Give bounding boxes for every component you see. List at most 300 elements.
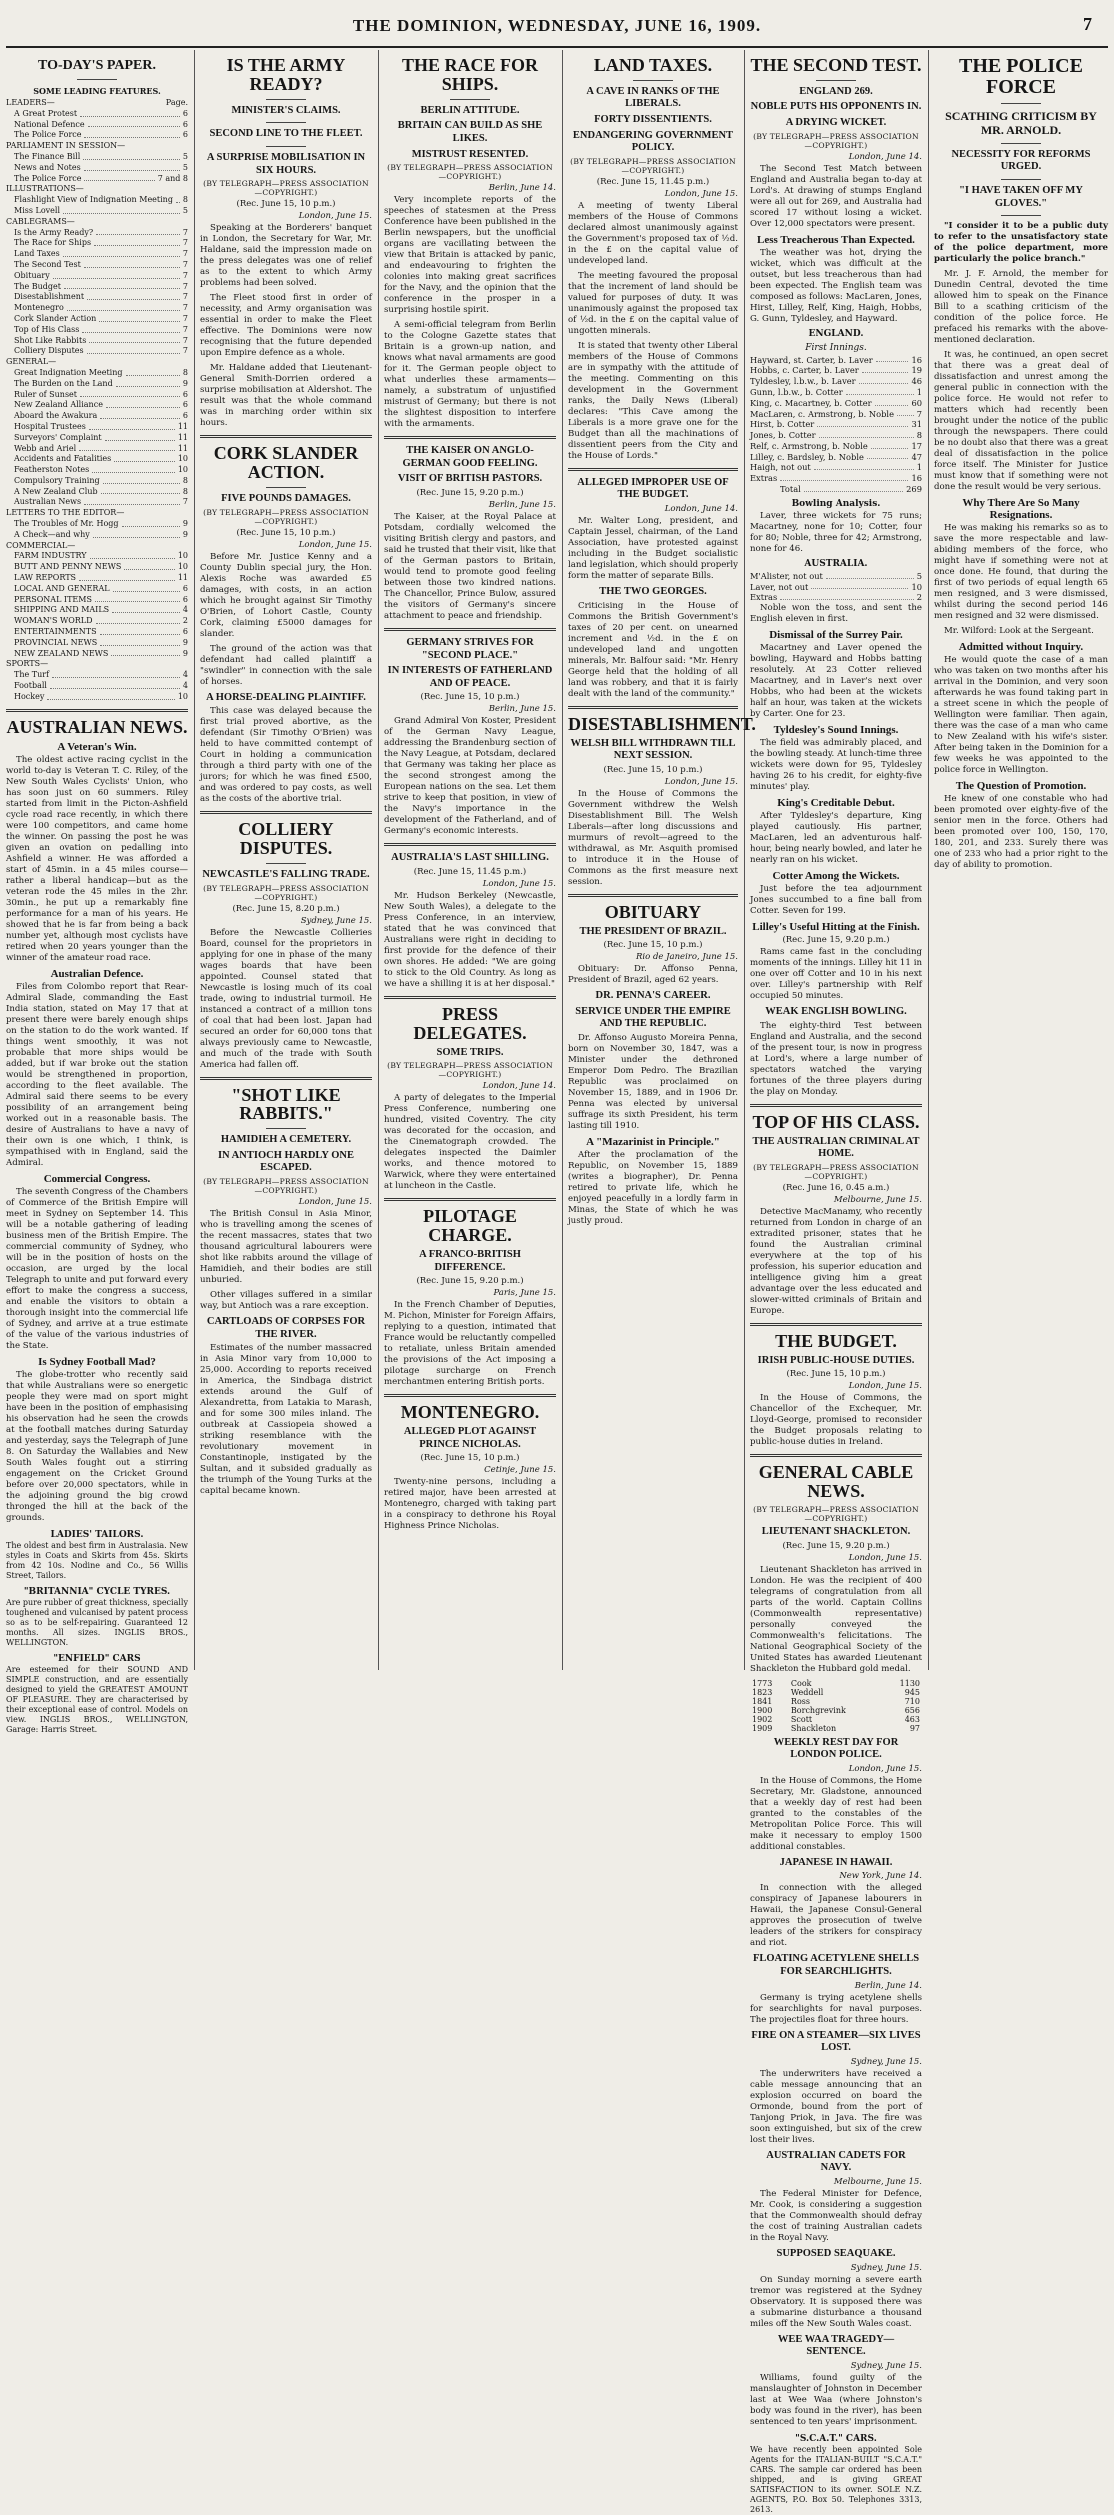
toc-item-label: The Budget — [14, 281, 61, 291]
batsman-runs: 17 — [911, 440, 922, 451]
ad-body: We have recently been appointed Sole Agents for the ITALIAN-BUILT "S.C.A.T." CARS. The sample car ordered has been shipped, and is giving GREAT SATISFACTION to its owner. SOLE N.Z. AGENTS, P.O. Box 50. Telephones 3313, 2613. — [750, 2445, 922, 2515]
wee-waa-body: Williams, found guilty of the manslaughter of Johnston in December last at Wee Waa (where Johnston's body was found in the river), has been sentenced to ten years' imprisonment. — [750, 2372, 922, 2427]
received-time: (Rec. June 15, 10 p.m.) — [786, 1369, 886, 1380]
scorecard-row — [750, 582, 922, 593]
toc-item — [6, 497, 188, 508]
toc-group-page-label: Page. — [165, 98, 188, 107]
japanese-hawaii-title: JAPANESE IN HAWAII. — [779, 1856, 893, 1868]
batsman-runs: 7 — [916, 408, 922, 419]
batsman-name: Relf, c. Armstrong, b. Noble — [750, 440, 868, 451]
table-row — [750, 1679, 922, 1688]
column-3 — [378, 50, 562, 1670]
alleged-title: ALLEGED IMPROPER USE OF THE BUDGET. — [577, 476, 729, 501]
batsman-runs: 60 — [911, 397, 922, 408]
general-cable-title: GENERAL CABLE NEWS. — [758, 1462, 914, 1502]
disestablishment-body: In the House of Commons the Government withdrew the Welsh Disestablishment Bill. The Welsh Liberals—after long discussions and murmurs of revolt—agreed to the withdrawal, as Mr. Asquith promised to introduce it in the House of Commons as the first measure next session. — [568, 788, 738, 887]
batsman-name: Haigh, not out — [750, 462, 811, 473]
toc-item-page: 10 — [177, 562, 188, 572]
toc-group-heading — [6, 98, 188, 109]
toc-item-page: 6 — [182, 389, 188, 399]
dateline: London, June 14. — [482, 1081, 556, 1092]
toc-group-heading — [6, 659, 188, 670]
toc-subtitle: SOME LEADING FEATURES. — [33, 86, 161, 96]
toc-title: TO-DAY'S PAPER. — [38, 58, 156, 73]
divider — [266, 99, 306, 100]
toc-group-label: CABLEGRAMS— — [6, 216, 75, 226]
second-test-body: Macartney and Laver opened the bowling, Hayward and Hobbs batting resolutely. At 23 Cotter relieved Macartney, and in Laver's next over Hobbs, who had been at the wickets half an hour, was taken at the wickets by Carter. One for 23. — [750, 643, 922, 720]
toc-item — [6, 433, 188, 444]
top-of-class-subtitle: THE AUSTRALIAN CRIMINAL AT HOME. — [752, 1135, 920, 1160]
table-cell: 97 — [909, 1723, 920, 1733]
toc-item-label: The Police Force — [14, 130, 82, 140]
scorecard-row — [750, 441, 922, 452]
toc-item-page: 9 — [182, 648, 188, 658]
police-subtitle-2: NECESSITY FOR REFORMS URGED. — [951, 148, 1091, 173]
toc-group-label: GENERAL— — [6, 357, 57, 367]
cadets-body: The Federal Minister for Defence, Mr. Cook, is considering a suggestion that the Commonwealth should defray the cost of training Australian cadets in the Royal Navy. — [750, 2189, 922, 2244]
toc-group-heading — [6, 541, 188, 552]
batsman-name: King, c. Macartney, b. Cotter — [750, 397, 872, 408]
column-6 — [928, 50, 1114, 1670]
shackleton-table — [750, 1679, 922, 1733]
divider — [200, 1077, 372, 1080]
veteran-body: The oldest active racing cyclist in the world to-day is Veteran T. C. Riley, of the New South Wales Cyclists' Union, who has soon just on 60 summers. Riley started from limit in the Picton-Ashfield cycle road race recently, in which there were 100 competitors, and came home the winner. On passing the post he was given an ovation on pedalling into Ashfield a winner. He was afforded a start of 45min. in a 45 miles course—rather a liberal handicap—but as the veteran rode the 45 miles in the 2hr. 30min., he put up a remarkably fine performance for a man of his years. He showed that he is far from being a back number yet, although most cyclists have retired when 20 years younger than the winner of the amateur road race. — [6, 754, 188, 963]
toc-item-page: 7 — [182, 259, 188, 269]
toc-item-page: 9 — [182, 378, 188, 388]
land-taxes-body: The meeting favoured the proposal that the increment of land should be valued for purposes of duty. It was unanimously against the proposed tax of ½d. in the £ on the capital value of ungotten minerals. — [568, 270, 738, 336]
army-subtitle: MINISTER'S CLAIMS. — [231, 104, 341, 116]
table-cell: Weddell — [790, 1687, 824, 1697]
toc-group-heading — [6, 141, 188, 152]
floating-shells-title: FLOATING ACETYLENE SHELLS FOR SEARCHLIGHTS. — [752, 1953, 920, 1978]
toc-item-page: 7 — [182, 238, 188, 248]
batsman-runs: 5 — [916, 570, 922, 581]
dateline: London, June 14. — [664, 504, 738, 515]
commerce-body: The seventh Congress of the Chambers of Commerce of the British Empire will meet in Sydney on September 14. This will be a notable gathering of leading business men of the British Empire. The commercial community of Sydney, who will be in the position of hosts on the occasion, are urged by the local Telegraph to unite and put forward every effort to make the congress a success, and enable the visitors to obtain a thorough insight into the commercial life of Sydney, and arrive at a true estimate of the value of the various industries of the State. — [6, 1186, 188, 1351]
toc-item-page: 4 — [182, 681, 188, 691]
column-4 — [562, 50, 756, 1670]
police-body: Mr. Wilford: Look at the Sergeant. — [944, 626, 1094, 637]
batsman-runs: 19 — [911, 365, 922, 376]
weekly-rest-title: WEEKLY REST DAY FOR LONDON POLICE. — [773, 1736, 899, 1761]
floating-shells-body: Germany is trying acetylene shells for searchlights for naval purposes. The projectiles float for three hours. — [750, 1992, 922, 2025]
batsman-name: Laver, not out — [750, 581, 809, 592]
toc-item — [6, 681, 188, 692]
divider — [266, 487, 306, 488]
received-time: (Rec. June 15, 10 p.m.) — [603, 940, 703, 951]
toc-item — [6, 228, 188, 239]
ad-body: The oldest and best firm in Australasia. New styles in Coats and Skirts from 45s. Skirts from 42 10s. Nodine and Co., 56 Willis Street, Tailors. — [6, 1540, 188, 1580]
toc-item-page: 9 — [182, 637, 188, 647]
alleged-body: Mr. Walter Long, president, and Captain Jessel, chairman, of the Land Association, have protested against including in the Budget socialistic land legislation, which should properly form the matter of separate Bills. — [568, 516, 738, 582]
toc-item-page: 7 — [182, 497, 188, 507]
batsman-runs: 1 — [916, 462, 922, 473]
toc-item — [6, 573, 188, 584]
toc-item-label: The Finance Bill — [14, 151, 81, 161]
toc-item-page: 10 — [177, 465, 188, 475]
toc-item-label: LAW REPORTS — [14, 573, 77, 583]
police-subtitle-3: "I HAVE TAKEN OFF MY GLOVES." — [959, 184, 1083, 209]
batsman-runs: 1 — [916, 387, 922, 398]
divider — [1001, 143, 1041, 144]
seaquake-title: SUPPOSED SEAQUAKE. — [776, 2248, 896, 2260]
ships-subtitle-2: BRITAIN CAN BUILD AS SHE LIKES. — [397, 120, 543, 144]
scorecard-total-runs: 269 — [906, 484, 922, 495]
batsman-runs: 16 — [911, 473, 922, 484]
toc-item-label: PROVINCIAL NEWS — [14, 637, 98, 647]
toc-item — [6, 551, 188, 562]
obituary-body: Dr. Affonso Augusto Moreira Penna, born on November 30, 1847, was a Minister under the dethroned Emperor Dom Pedro. The Brazilian Republic was proclaimed on November 15, 1889, and in 1906 Dr. Penna was elected by universal suffrage its sixth President, his term lasting till 1910. — [568, 1032, 738, 1131]
batsman-name: MacLaren, c. Armstrong, b. Noble — [750, 408, 894, 419]
toc-item-page: 6 — [182, 627, 188, 637]
disestablishment-subtitle: WELSH BILL WITHDRAWN TILL NEXT SESSION. — [570, 737, 736, 762]
toc-item-label: Cork Slander Action — [14, 313, 97, 323]
pastors-body: The Kaiser, at the Royal Palace at Potsdam, cordially welcomed the visiting British clergy and pastors, and said he trusted that their visit, like that of the German pastors to Britain, would tend to promote good feeling between those two kindred nations. The Chancellor, Prince Bulow, assured the visitors of Germany's sincere attachment to peace and friendship. — [384, 511, 556, 621]
scorecard-total-label: Total — [780, 484, 801, 495]
received-time: (Rec. June 15, 11.45 p.m.) — [596, 176, 710, 187]
cork-title: CORK SLANDER ACTION. — [213, 443, 359, 483]
masthead-rule — [6, 46, 1108, 48]
toc-group-heading — [6, 357, 188, 368]
masthead-title: THE DOMINION, WEDNESDAY, JUNE 16, 1909. — [352, 16, 762, 35]
table-cell: 1823 — [752, 1687, 773, 1697]
army-body: The Fleet stood first in order of necessity, and Army organisation was essential in order to make the Fleet effective. The Dominions were now recognising that the future depended upon Empire defence as a whole. — [200, 293, 372, 359]
toc-item-page: 6 — [182, 108, 188, 118]
dateline: London, June 15. — [848, 1381, 922, 1392]
police-body: Mr. J. F. Arnold, the member for Dunedin Central, devoted the time allowed him to speak on the Finance Bill to a scathing criticism of the condition of the police force. He prefaced his remarks with the above-mentioned declaration. — [934, 269, 1108, 346]
scorecard-row — [750, 409, 922, 420]
received-time: (Rec. June 15, 9.20 p.m.) — [416, 487, 524, 498]
toc-group-heading — [6, 217, 188, 228]
dateline: Cetinje, June 15. — [484, 1465, 556, 1476]
rabbits-body: Estimates of the number massacred in Asia Minor vary from 10,000 to 25,000. According to reports received in America, the Sindbaga district extends around the Gulf of Alexandretta, from Latakia to Marash, and for some 300 miles inland. The outbreak at Cassiopeia showed a striking resemblance with the revolutionary movement in Constantinople, instigated by the Sultan, and it subsided gradually as the triumph of the Young Turks at the capital became known. — [200, 1343, 372, 1497]
batsman-name: Extras — [750, 592, 778, 603]
toc-item-label: Shot Like Rabbits — [14, 335, 87, 345]
colliery-body: Before the Newcastle Collieries Board, counsel for the proprietors in applying for one in phase of the many wages boards that have been appointed. Counsel stated that Newcastle is losing much of its coal trade, owing to industrial turmoil. He instanced a contract of a million tons of coal that had been lost. Japan had secured an order for 60,000 tons that always previously came to Newcastle, and much of the trade with South America had fallen off. — [200, 927, 372, 1070]
received-time: (Rec. June 16, 0.45 a.m.) — [782, 1182, 890, 1193]
police-body: He was making his remarks so as to save the more respectable and law-abiding members of the force, who might have if something were not at once done. He found, that during the first of two periods of equal length 65 men resigned, and 3 were dismissed, whilst during the second period 146 men resigned and 32 were dismissed. — [934, 523, 1108, 622]
toc-item-page: 8 — [182, 195, 188, 205]
toc-item-page: 8 — [182, 367, 188, 377]
table-cell: Scott — [790, 1714, 813, 1724]
scorecard-row — [750, 571, 922, 582]
table-row — [750, 1724, 922, 1733]
dateline: London, June 15. — [848, 1763, 922, 1774]
toc-item-page: 7 — [182, 292, 188, 302]
divider — [750, 1323, 922, 1326]
toc-item — [6, 638, 188, 649]
obituary-subheading: A "Mazarinist in Principle." — [586, 1135, 720, 1148]
toc-item-label: Great Indignation Meeting — [14, 367, 123, 377]
obituary-body: Obituary: Dr. Affonso Penna, President of Brazil, aged 62 years. — [568, 964, 738, 986]
second-test-body: Just before the tea adjournment Jones succumbed to a fine ball from Cotter. Seven for 199. — [750, 884, 922, 917]
toc-group-label: ILLUSTRATIONS— — [6, 184, 84, 194]
toc-item-label: ENTERTAINMENTS — [14, 627, 97, 637]
second-test-body: Rams came fast in the concluding moments of the innings. Lilley hit 11 in one over off Cotter and 10 in his next over. Lilley's partnership with Relf occupied 50 minutes. — [750, 947, 922, 1002]
weak-bowling-body: The eighty-third Test between England and Australia, and the second of the present tour, is now in progress at Lord's, where a large number of spectators watched the varying fortunes of the three players during the play on Monday. — [750, 1020, 922, 1097]
batsman-name: Hayward, st. Carter, b. Laver — [750, 354, 873, 365]
toc-item-label: Featherston Notes — [14, 465, 90, 475]
second-test-body: The weather was hot, drying the wicket, which was difficult at the outset, but less treacherous than had been expected. The English team was composed as follows: MacLaren, Jones, Hirst, Lilley, Relf, King, Haigh, Hobbs, G. Gunn, Tyldesley, and Hayward. — [750, 247, 922, 324]
second-test-body: The field was admirably placed, and the bowling steady. At lunch-time three wickets were down for 95, Tyldesley having 26 to his credit, for eighty-five minutes' play. — [750, 738, 922, 793]
dateline: Melbourne, June 15. — [833, 1194, 922, 1205]
table-cell: 463 — [904, 1714, 920, 1724]
toc-item — [6, 692, 188, 703]
dateline: London, June 15. — [848, 1552, 922, 1563]
toc-item-page: 7 — [182, 335, 188, 345]
dateline: London, June 15. — [298, 211, 372, 222]
scorecard-england — [750, 355, 922, 484]
scorecard-row — [750, 355, 922, 366]
toc-group-label: LEADERS— — [6, 98, 55, 107]
toc-item-label: PERSONAL ITEMS — [14, 594, 92, 604]
batsman-name: Jones, b. Cotter — [750, 430, 816, 441]
scorecard-row — [750, 387, 922, 398]
divider — [384, 996, 556, 999]
toc-item — [6, 379, 188, 390]
scorecard-row — [750, 376, 922, 387]
batsman-name: Lilley, c. Bardsley, b. Noble — [750, 451, 864, 462]
toc-item-label: The Burden on the Land — [14, 378, 113, 388]
scorecard-total — [750, 484, 922, 495]
advertisement-cars — [6, 1654, 188, 1735]
police-subheading: Why There Are So Many Resignations. — [962, 497, 1080, 522]
rabbits-body: Other villages suffered in a similar way, but Antioch was a rare exception. — [200, 1290, 372, 1312]
germany-body: Grand Admiral Von Koster, President of the German Navy League, addressing the Brandenburg section of the Navy League, at Potsdam, declared that Germany was taking her place as the second strongest among the European nations on the sea. Let them strive to keep that position, in view of the Navy's importance in the development of the Fatherland, and of Germany's economic interests. — [384, 716, 556, 837]
toc-item-label: LOCAL AND GENERAL — [14, 583, 110, 593]
ships-subtitle-3: MISTRUST RESENTED. — [411, 148, 529, 160]
divider — [633, 80, 673, 81]
received-time: (Rec. June 15, 10 p.m.) — [236, 199, 336, 210]
divider — [6, 709, 188, 712]
cork-subtitle: FIVE POUNDS DAMAGES. — [221, 492, 351, 504]
australian-news-title: AUSTRALIAN NEWS. — [6, 716, 188, 737]
press-delegates-subtitle: SOME TRIPS. — [436, 1046, 504, 1058]
pastors-subtitle: VISIT OF BRITISH PASTORS. — [397, 473, 543, 485]
toc-item-page: 7 — [182, 303, 188, 313]
toc-item — [6, 271, 188, 282]
divider — [384, 1198, 556, 1201]
toc-item-page: 7 — [182, 249, 188, 259]
column-2 — [194, 50, 378, 1670]
toc-item-page: 10 — [177, 551, 188, 561]
toc-item-page: 8 — [182, 486, 188, 496]
toc-item-label: Miss Lovell — [14, 205, 61, 215]
army-subtitle-2: SECOND LINE TO THE FLEET. — [209, 128, 363, 140]
dateline: Sydney, June 15. — [850, 2056, 922, 2067]
toc-item-page: 11 — [177, 573, 188, 583]
toc-item — [6, 400, 188, 411]
steamer-fire-title: FIRE ON A STEAMER—SIX LIVES LOST. — [751, 2029, 921, 2054]
press-credit: (BY TELEGRAPH—PRESS ASSOCIATION—COPYRIGHT.) — [753, 131, 919, 150]
army-subtitle-3: A SURPRISE MOBILISATION IN SIX HOURS. — [206, 151, 366, 176]
toc-item-page: 10 — [177, 454, 188, 464]
toc-item-page: 4 — [182, 670, 188, 680]
press-credit: (BY TELEGRAPH—PRESS ASSOCIATION—COPYRIGHT.) — [203, 883, 369, 902]
dateline: Sydney, June 15. — [300, 915, 372, 926]
weak-bowling-title: WEAK ENGLISH BOWLING. — [765, 1006, 907, 1018]
veteran-heading: A Veteran's Win. — [57, 740, 137, 753]
two-georges-title: THE TWO GEORGES. — [599, 586, 707, 598]
received-time: (Rec. June 15, 8.20 p.m.) — [232, 903, 340, 914]
divider — [568, 706, 738, 709]
rabbits-subtitle-2: IN ANTIOCH HARDLY ONE ESCAPED. — [217, 1149, 355, 1174]
toc-item-page: 5 — [182, 162, 188, 172]
received-time: (Rec. June 15, 9.20 p.m.) — [782, 935, 890, 946]
received-time: (Rec. June 15, 9.20 p.m.) — [416, 1276, 524, 1287]
pilotage-body: In the French Chamber of Deputies, M. Pichon, Minister for Foreign Affairs, replying to a question, intimated that France would be reluctantly compelled to retaliate, unless Britain amended the provisions of the Act imposing a pilotage surcharge on French merchantmen entering British ports. — [384, 1300, 556, 1388]
batsman-name: Tyldesley, l.b.w., b. Laver — [750, 376, 856, 387]
toc-group-label: COMMERCIAL— — [6, 540, 76, 550]
toc-item — [6, 487, 188, 498]
scorecard-australia-heading: AUSTRALIA. — [804, 558, 868, 569]
toc-item-label: SHIPPING AND MAILS — [14, 605, 110, 615]
toc-item-page: 9 — [182, 529, 188, 539]
press-credit: (BY TELEGRAPH—PRESS ASSOCIATION—COPYRIGHT.) — [387, 1061, 553, 1080]
toc-item-page: 11 — [177, 421, 188, 431]
second-test-body: Noble won the toss, and sent the English eleven in first. — [750, 603, 922, 625]
toc-item-page: 5 — [182, 151, 188, 161]
divider — [384, 628, 556, 631]
batsman-runs: 8 — [916, 430, 922, 441]
divider — [266, 146, 306, 147]
pilotage-subtitle: A FRANCO-BRITISH DIFFERENCE. — [419, 1249, 521, 1273]
table-cell: 1130 — [899, 1678, 920, 1688]
divider — [750, 1104, 922, 1107]
divider — [77, 79, 117, 80]
toc-item-page: 7 — [182, 313, 188, 323]
second-test-subheading: Tyldesley's Sound Innings. — [773, 724, 899, 737]
scorecard-row — [750, 365, 922, 376]
police-body: He knew of one constable who had been promoted over eighty-five of the senior men in the force. Others had been promoted over 100, 150, 170, 180, 201, and 233. Surely there was one of 233 who had a prior right to the day of ability to promotion. — [934, 794, 1108, 871]
advertisement-tyres — [6, 1587, 188, 1648]
table-cell: 1841 — [752, 1696, 773, 1706]
toc-item-page: 6 — [182, 119, 188, 129]
second-test-body: The Second Test Match between England and Australia began to-day at Lord's. At drawing of stumps England were all out for 269, and Australia had scored 17 without losing a wicket. Over 12,000 spectators were present. — [750, 163, 922, 229]
police-subtitle: SCATHING CRITICISM BY MR. ARNOLD. — [945, 109, 1097, 138]
second-test-subheading: Less Treacherous Than Expected. — [757, 233, 915, 246]
second-test-subheading: King's Creditable Debut. — [777, 797, 895, 810]
toc-item — [6, 465, 188, 476]
toc-item — [6, 616, 188, 627]
toc-item-label: Is the Army Ready? — [14, 227, 94, 237]
toc-item-label: BUTT AND PENNY NEWS — [14, 562, 122, 572]
toc-item-page: 2 — [182, 616, 188, 626]
toc-item — [6, 530, 188, 541]
disestablishment-title: DISESTABLISHMENT. — [568, 713, 756, 734]
toc-item-label: Australian News — [14, 497, 82, 507]
toc-item — [6, 174, 188, 185]
bowling-body: Laver, three wickets for 75 runs; Macartney, none for 10; Cotter, four for 80; Noble, three for 42; Armstrong, none for 46. — [750, 510, 922, 554]
dateline: Rio de Janeiro, June 15. — [636, 952, 738, 963]
toc-item-page: 11 — [177, 443, 188, 453]
pilotage-title: PILOTAGE CHARGE. — [423, 1206, 517, 1246]
press-credit: (BY TELEGRAPH—PRESS ASSOCIATION—COPYRIGHT.) — [570, 156, 736, 175]
toc-item — [6, 627, 188, 638]
dateline: London, June 14. — [848, 151, 922, 162]
toc-item-page: 7 and 8 — [157, 173, 188, 183]
ships-body: A semi-official telegram from Berlin to the Cologne Gazette states that Britain is a grown-up nation, and knows what naval armaments are good for it. The German people object to what underlies these armaments—namely, a substratum of unjustified mistrust of Germany; but there is not the slightest disposition to interfere with the armaments. — [384, 320, 556, 430]
top-of-class-title: TOP OF HIS CLASS. — [752, 1111, 920, 1132]
toc-item-label: Surveyors' Complaint — [14, 432, 102, 442]
scorecard-row — [750, 430, 922, 441]
table-cell: Borchgrevink — [790, 1705, 846, 1715]
toc-item-label: New Zealand Alliance — [14, 400, 103, 410]
table-cell: Ross — [790, 1696, 810, 1706]
toc-item-label: Land Taxes — [14, 249, 60, 259]
press-credit: (BY TELEGRAPH—PRESS ASSOCIATION—COPYRIGHT.) — [753, 1505, 919, 1524]
toc-item-page: 6 — [182, 594, 188, 604]
table-cell: 1902 — [752, 1714, 773, 1724]
press-credit: (BY TELEGRAPH—PRESS ASSOCIATION—COPYRIGHT.) — [753, 1162, 919, 1181]
ad-body: Are esteemed for their SOUND AND SIMPLE construction, and are essentially designed to yield the GREATEST AMOUNT OF PLEASURE. They are characterised by their exceptional ease of control. Models on view. INGLIS BROS., WELLINGTON, Garage: Harris Street. — [6, 1665, 188, 1735]
toc-item — [6, 314, 188, 325]
land-taxes-subtitle-2: FORTY DISSENTIENTS. — [594, 114, 712, 126]
toc-item — [6, 195, 188, 206]
received-time: (Rec. June 15, 11.45 p.m.) — [413, 866, 527, 877]
toc-item — [6, 476, 188, 487]
toc-item — [6, 282, 188, 293]
toc-item — [6, 120, 188, 131]
dateline: Melbourne, June 15. — [833, 2177, 922, 2188]
land-taxes-title: LAND TAXES. — [593, 55, 713, 75]
weekly-rest-body: In the House of Commons, the Home Secretary, Mr. Gladstone, announced that a weekly day of rest had been granted to the constables of the Metropolitan Police Force. This will make it necessary to employ 1500 additional constables. — [750, 1775, 922, 1852]
toc-item-label: Obituary — [14, 270, 50, 280]
australia-shilling-title: AUSTRALIA'S LAST SHILLING. — [391, 852, 549, 864]
land-taxes-subtitle: A CAVE IN RANKS OF THE LIBERALS. — [586, 85, 720, 110]
toc-item-label: Disestablishment — [14, 292, 85, 302]
ships-title: THE RACE FOR SHIPS. — [401, 55, 538, 94]
scorecard-innings: First Innings. — [805, 342, 867, 353]
dateline: London, June 15. — [482, 878, 556, 889]
press-credit: (BY TELEGRAPH—PRESS ASSOCIATION—COPYRIGHT.) — [203, 1177, 369, 1196]
toc-item — [6, 292, 188, 303]
divider — [568, 894, 738, 897]
toc-item-label: Top of His Class — [14, 324, 80, 334]
toc-item — [6, 454, 188, 465]
toc-item — [6, 649, 188, 660]
press-delegates-title: PRESS DELEGATES. — [413, 1003, 527, 1043]
divider — [384, 436, 556, 439]
batsman-name: Hirst, b. Cotter — [750, 419, 815, 430]
police-body: He would quote the case of a man who was taken on two months after his arrival in the Dominion, and very soon afterwards he was found taking part in a street scene in which the people of Wellington were familiar. Then again, there was the case of a man who came to New Zealand with his wife's sister. After being taken in the Dominion for a few weeks he was appointed to the police force in Wellington. — [934, 655, 1108, 776]
toc-item-label: Football — [14, 681, 47, 691]
toc-item-label: Hockey — [14, 691, 45, 701]
toc-item-label: WOMAN'S WORLD — [14, 616, 93, 626]
toc-item — [6, 336, 188, 347]
dateline: Paris, June 15. — [493, 1288, 556, 1299]
toc-item-label: The Race for Ships — [14, 238, 92, 248]
toc-item — [6, 519, 188, 530]
second-test-subheading: Lilley's Useful Hitting at the Finish. — [752, 921, 920, 934]
table-row — [750, 1697, 922, 1706]
obituary-body: After the proclamation of the Republic, on November 15, 1889 (writes a biographer), Dr. Penna retired to private life, which he enjoyed peacefully in a lordly farm in Minas, the State of which he was justly proud. — [568, 1149, 738, 1226]
dateline: New York, June 14. — [839, 1871, 922, 1882]
press-credit: (BY TELEGRAPH—PRESS ASSOCIATION—COPYRIGHT.) — [387, 163, 553, 182]
top-of-class-body: Detective MacManamy, who recently returned from London in charge of an extradited prisoner, states that he found the Australian criminal everywhere at the top of his profession, his superior education and intelligence giving him a great advantage over the less educated and slower-witted criminals of Britain and Europe. — [750, 1206, 922, 1316]
divider — [816, 80, 856, 81]
toc-item — [6, 562, 188, 573]
cork-body: Before Mr. Justice Kenny and a County Dublin special jury, the Hon. Alexis Roche was awarded £5 damages, with costs, in an action which he brought against Sir Timothy O'Brien, of Lohort Castle, County Cork, claiming £5000 damages for slander. — [200, 551, 372, 639]
toc-group-label: LETTERS TO THE EDITOR— — [6, 508, 125, 518]
batsman-runs: 47 — [911, 451, 922, 462]
toc-group-heading — [6, 508, 188, 519]
land-taxes-subtitle-3: ENDANGERING GOVERNMENT POLICY. — [572, 129, 734, 154]
toc-item — [6, 249, 188, 260]
two-georges-body: Criticising in the House of Commons the British Government's taxes of 20 per cent. on unearned increment and ½d. in the £ on undeveloped land and ungotten minerals, Mr. Balfour said: "Mr. Henry George held that the holding of all land was robbery, and that it is fairly dealt with the land of the community." — [568, 600, 738, 699]
toc-item-label: News and Notes — [14, 162, 81, 172]
second-test-subtitle: ENGLAND 269. — [799, 85, 873, 97]
